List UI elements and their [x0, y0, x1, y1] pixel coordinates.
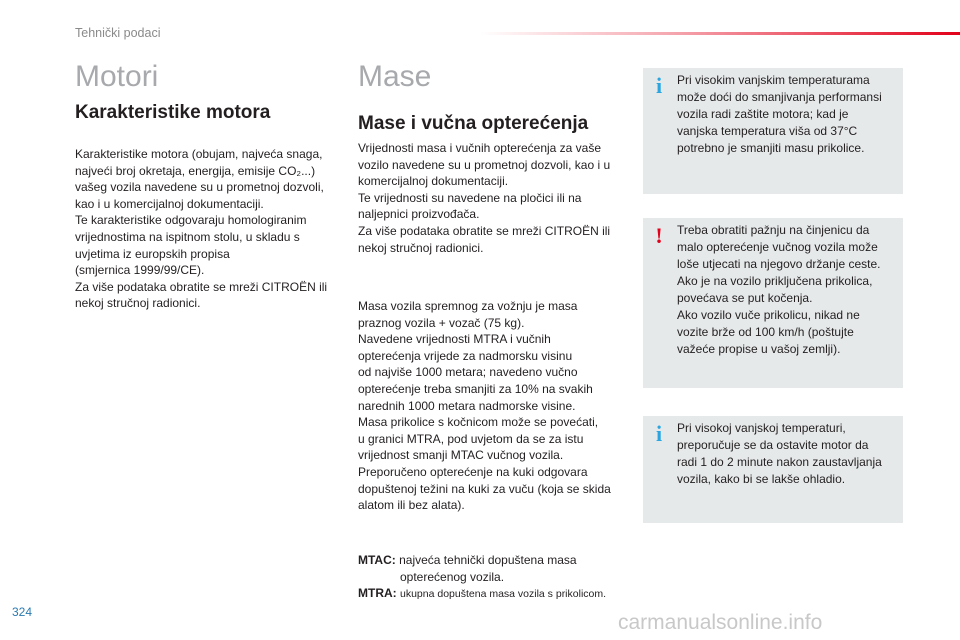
text-line: Za više podataka obratite se mreži CITROËN ili [358, 223, 611, 238]
header-divider [480, 32, 960, 35]
text-line: komercijalnoj dokumentaciji. [358, 174, 509, 189]
text-line: vozilo navedene su u prometnoj dozvoli, kao i u [358, 157, 611, 172]
text-line: vanjska temperatura viša od 37°C [677, 124, 858, 138]
text-line: povećava se put kočenja. [677, 291, 813, 305]
info-icon: i [655, 73, 663, 98]
notice-text [677, 222, 897, 358]
info-icon: i [655, 421, 663, 446]
text-line: može doći do smanjivanja performansi [677, 90, 882, 104]
text-line: dopuštenoj težini na kuki za vuču (koja se skida [358, 481, 611, 496]
text-line: uvjetima iz europskih propisa [75, 246, 230, 261]
text-line: najveći broj okretaja, energija, emisije CO₂...) [75, 163, 316, 178]
warning-icon: ! [655, 223, 663, 248]
text-line: nekoj stručnoj radionici. [75, 296, 201, 311]
text-line: malo opterećenje vučnog vozila može [677, 240, 878, 254]
mtra-definition [358, 585, 638, 603]
text-line: Preporučeno opterećenje na kuki odgovara [358, 464, 588, 479]
warning-notice-towing [643, 218, 903, 388]
text-line: loše utjecati na njegovo držanje ceste. [677, 257, 881, 271]
watermark: carmanualsonline.info [618, 611, 823, 634]
definition-text: opterećenog vozila. [400, 569, 505, 584]
mtac-definition [358, 552, 630, 585]
text-line: nekoj stručnoj radionici. [358, 240, 484, 255]
text-line: Masa prikolice s kočnicom može se povećati, [358, 415, 599, 430]
text-line: opterećenje treba smanjiti za 10% na svakih [358, 381, 593, 396]
text-line: Navedene vrijednosti MTRA i vučnih [358, 332, 551, 347]
text-line: Te karakteristike odgovaraju homologiranim [75, 213, 307, 228]
text-line: važeće propise u vašoj zemlji). [677, 342, 841, 356]
notice-text [677, 420, 897, 488]
text-line: Pri visokoj vanjskoj temperaturi, [677, 421, 846, 435]
text-line: alatom ili bez alata). [358, 498, 465, 513]
engine-characteristics-text [75, 146, 345, 312]
info-notice-cooling [643, 416, 903, 523]
masses-towing-heading: Mase i vučna opterećenja [358, 113, 589, 134]
text-line: Pri visokim vanjskim temperaturama [677, 73, 870, 87]
notice-text [677, 72, 897, 157]
text-line: naljepnici proizvođača. [358, 207, 480, 222]
text-line: Te vrijednosti su navedene na pločici ili na [358, 190, 582, 205]
text-line: vrijednost smanji MTAC vučnog vozila. [358, 448, 564, 463]
text-line: vozila radi zaštite motora; kad je [677, 107, 849, 121]
text-line: Ako vozilo vuče prikolicu, nikad ne [677, 308, 860, 322]
text-line: radi 1 do 2 minute nakon zaustavljanja [677, 455, 882, 469]
text-line: praznog vozila + vozač (75 kg). [358, 315, 525, 330]
text-line: Vrijednosti masa i vučnih opterećenja za vaše [358, 141, 602, 155]
text-line: Za više podataka obratite se mreži CITROËN ili [75, 279, 328, 294]
text-line: u granici MTRA, pod uvjetom da se za istu [358, 431, 584, 446]
text-line: Karakteristike motora (obujam, najveća snaga, [75, 147, 323, 161]
masses-intro-text [358, 140, 630, 256]
text-line: (smjernica 1999/99/CE). [75, 263, 205, 278]
text-line: narednih 1000 metara nadmorske visine. [358, 398, 576, 413]
definition-text: ukupna dopuštena masa vozila s prikolicom. [400, 588, 607, 600]
text-line: Ako je na vozilo priključena prikolica, [677, 274, 873, 288]
definition-term: MTRA: [358, 586, 397, 600]
definition-term: MTAC: [358, 553, 396, 567]
engine-characteristics-heading: Karakteristike motora [75, 102, 271, 123]
text-line: kao i u komercijalnoj dokumentaciji. [75, 196, 264, 211]
text-line: vozite brže od 100 km/h (poštujte [677, 325, 854, 339]
text-line: vašeg vozila navedene su u prometnoj dozvoli, [75, 180, 324, 195]
text-line: Masa vozila spremnog za vožnju je masa [358, 299, 578, 313]
info-notice-temperature [643, 68, 903, 194]
page-number: 324 [12, 605, 33, 619]
motori-title: Motori [75, 60, 159, 93]
text-line: vrijednostima na ispitnom stolu, u skladu s [75, 229, 300, 244]
section-header: Tehnički podaci [75, 26, 161, 40]
text-line: preporučuje se da ostavite motor da [677, 438, 869, 452]
text-line: opterećenja vrijede za nadmorsku visinu [358, 348, 573, 363]
text-line: od najviše 1000 metara; navedeno vučno [358, 365, 578, 380]
text-line: vozila, kako bi se lakše ohladio. [677, 472, 846, 486]
mase-title: Mase [358, 60, 432, 93]
masses-details-text [358, 298, 630, 514]
definition-text: najveća tehnički dopuštena masa [399, 553, 577, 567]
text-line: Treba obratiti pažnju na činjenicu da [677, 223, 870, 237]
text-line: potrebno je smanjiti masu prikolice. [677, 141, 865, 155]
